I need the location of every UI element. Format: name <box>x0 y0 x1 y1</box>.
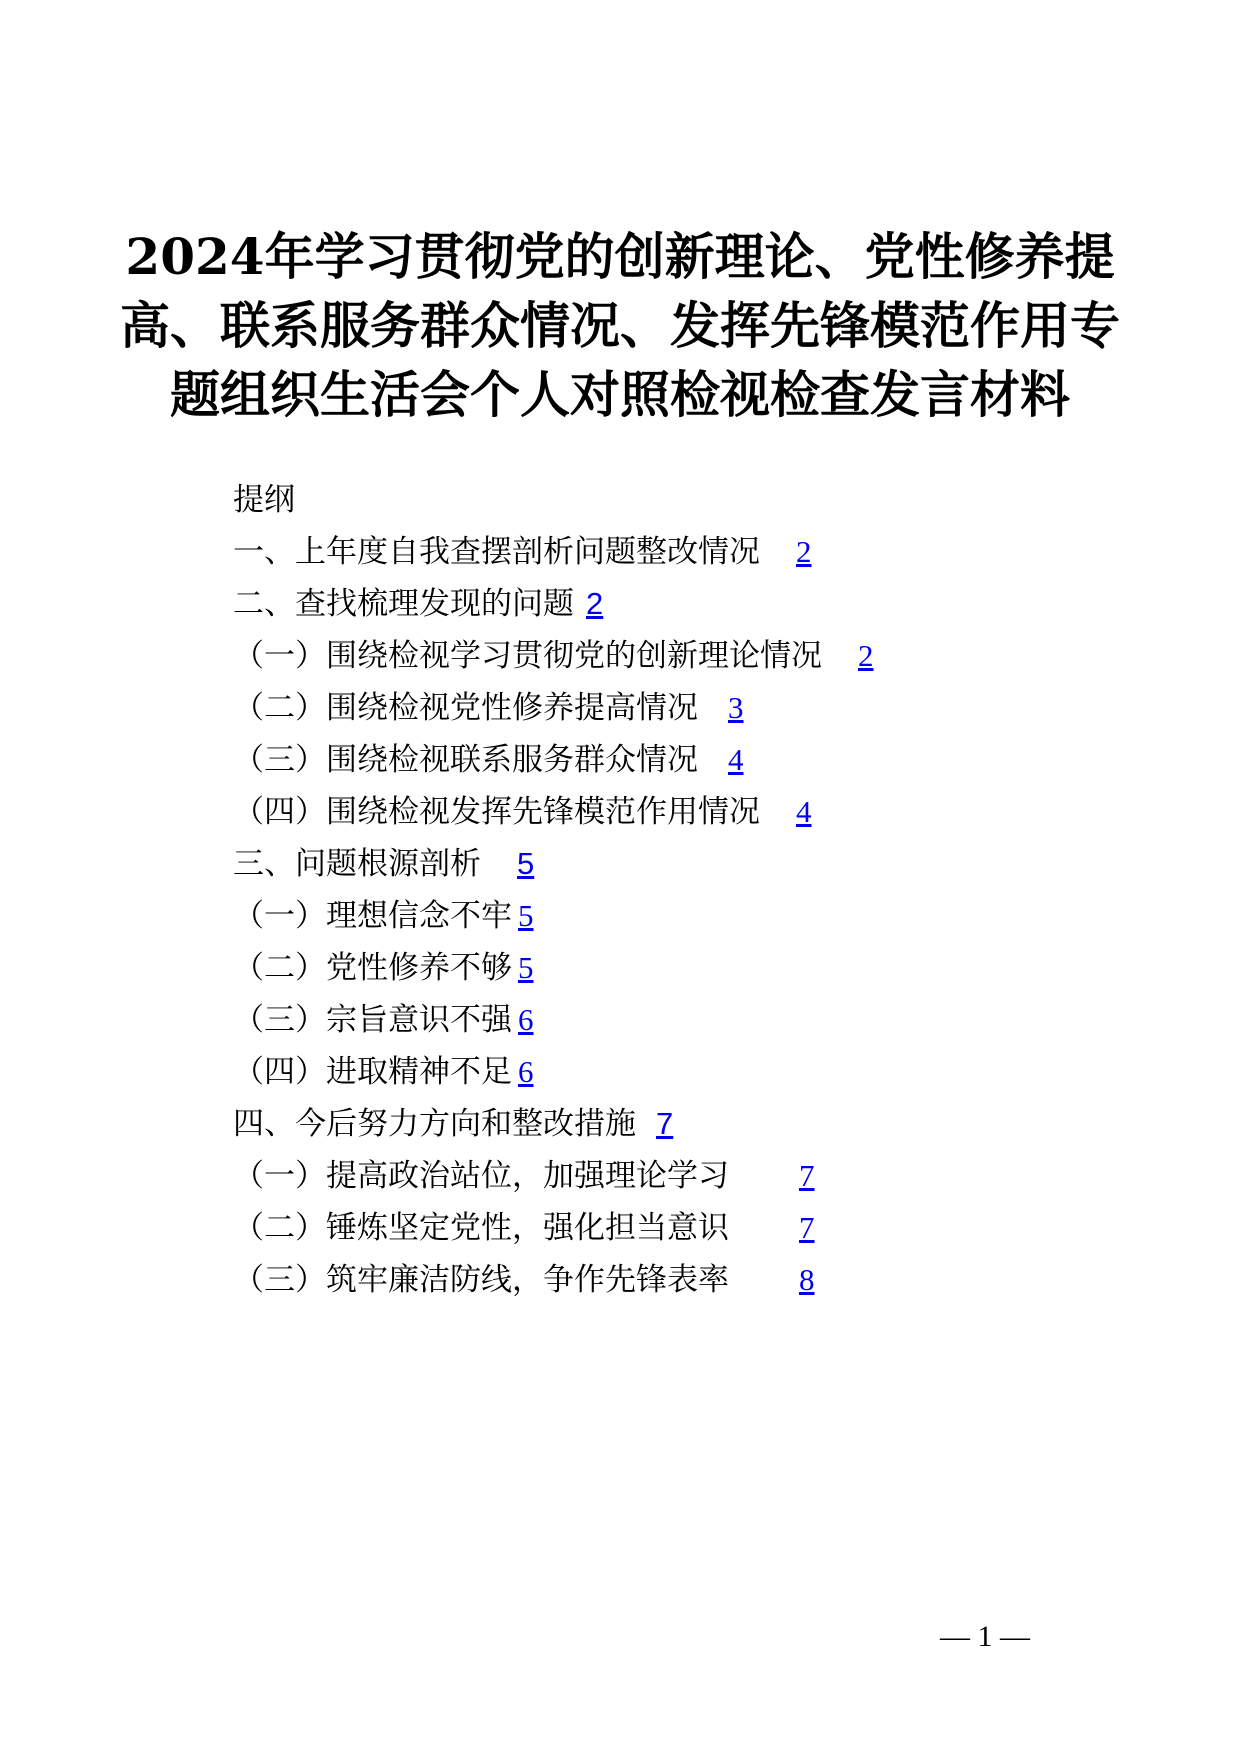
toc-entry <box>233 532 812 572</box>
toc-page-link[interactable]: 2 <box>586 586 604 621</box>
toc-heading: 提纲 <box>233 482 295 518</box>
toc-page-link[interactable]: 4 <box>796 794 812 829</box>
toc-section-heading <box>233 844 534 884</box>
toc-page-link[interactable]: 5 <box>518 950 534 985</box>
toc-entry <box>233 636 874 676</box>
toc-entry <box>233 948 534 988</box>
toc-entry <box>233 1000 534 1040</box>
toc-page-link[interactable]: 2 <box>858 638 874 673</box>
toc-page-link[interactable]: 8 <box>799 1262 815 1297</box>
toc-page-link[interactable]: 4 <box>728 742 744 777</box>
toc-section-heading <box>233 584 603 624</box>
toc-entry <box>233 1208 815 1248</box>
toc-entry-label: （四）围绕检视发挥先锋模范作用情况 <box>233 794 760 830</box>
toc-entry-label: （二）围绕检视党性修养提高情况 <box>233 690 698 726</box>
page-number: — 1 — <box>940 1620 1030 1653</box>
toc-page-link[interactable]: 7 <box>799 1158 815 1193</box>
toc-entry-label: （三）围绕检视联系服务群众情况 <box>233 742 698 778</box>
toc-entry <box>233 740 744 780</box>
toc-entry <box>233 1156 815 1196</box>
toc-entry <box>233 1260 815 1300</box>
toc-page-link[interactable]: 2 <box>796 534 812 569</box>
toc-page-link[interactable]: 6 <box>518 1054 534 1089</box>
toc-entry-label: （三）宗旨意识不强 <box>233 1002 512 1038</box>
toc-entry-label: （三）筑牢廉洁防线，争作先锋表率 <box>233 1262 729 1298</box>
toc-entry <box>233 792 812 832</box>
toc-page-link[interactable]: 5 <box>518 898 534 933</box>
toc-page-link[interactable]: 7 <box>656 1106 674 1141</box>
toc-entry-label: （二）锤炼坚定党性，强化担当意识 <box>233 1210 729 1246</box>
toc-entry-label: （二）党性修养不够 <box>233 950 512 986</box>
toc-entry-label: 三、问题根源剖析 <box>233 846 481 882</box>
toc-entry-label: （一）理想信念不牢 <box>233 898 512 934</box>
toc-page-link[interactable]: 6 <box>518 1002 534 1037</box>
toc-entry-label: （一）提高政治站位，加强理论学习 <box>233 1158 729 1194</box>
toc-entry-label: （四）进取精神不足 <box>233 1054 512 1090</box>
document-title <box>100 222 1140 429</box>
toc-entry-label: 二、查找梳理发现的问题 <box>233 586 574 622</box>
title-line-1: 2024年学习贯彻党的创新理论、党性修养提 <box>125 227 1115 286</box>
title-line-2: 高、联系服务群众情况、发挥先锋模范作用专 <box>120 296 1120 355</box>
toc-entry <box>233 1052 534 1092</box>
toc-entry-label: 四、今后努力方向和整改措施 <box>233 1106 636 1142</box>
toc-entry-label: 一、上年度自我查摆剖析问题整改情况 <box>233 534 760 570</box>
title-line-3: 题组织生活会个人对照检视检查发言材料 <box>170 365 1070 424</box>
toc-page-link[interactable]: 7 <box>799 1210 815 1245</box>
toc-entry-label: （一）围绕检视学习贯彻党的创新理论情况 <box>233 638 822 674</box>
toc-section-heading <box>233 1104 673 1144</box>
toc-page-link[interactable]: 3 <box>728 690 744 725</box>
toc-page-link[interactable]: 5 <box>517 846 535 881</box>
toc-entry <box>233 688 744 728</box>
toc-entry <box>233 896 534 936</box>
